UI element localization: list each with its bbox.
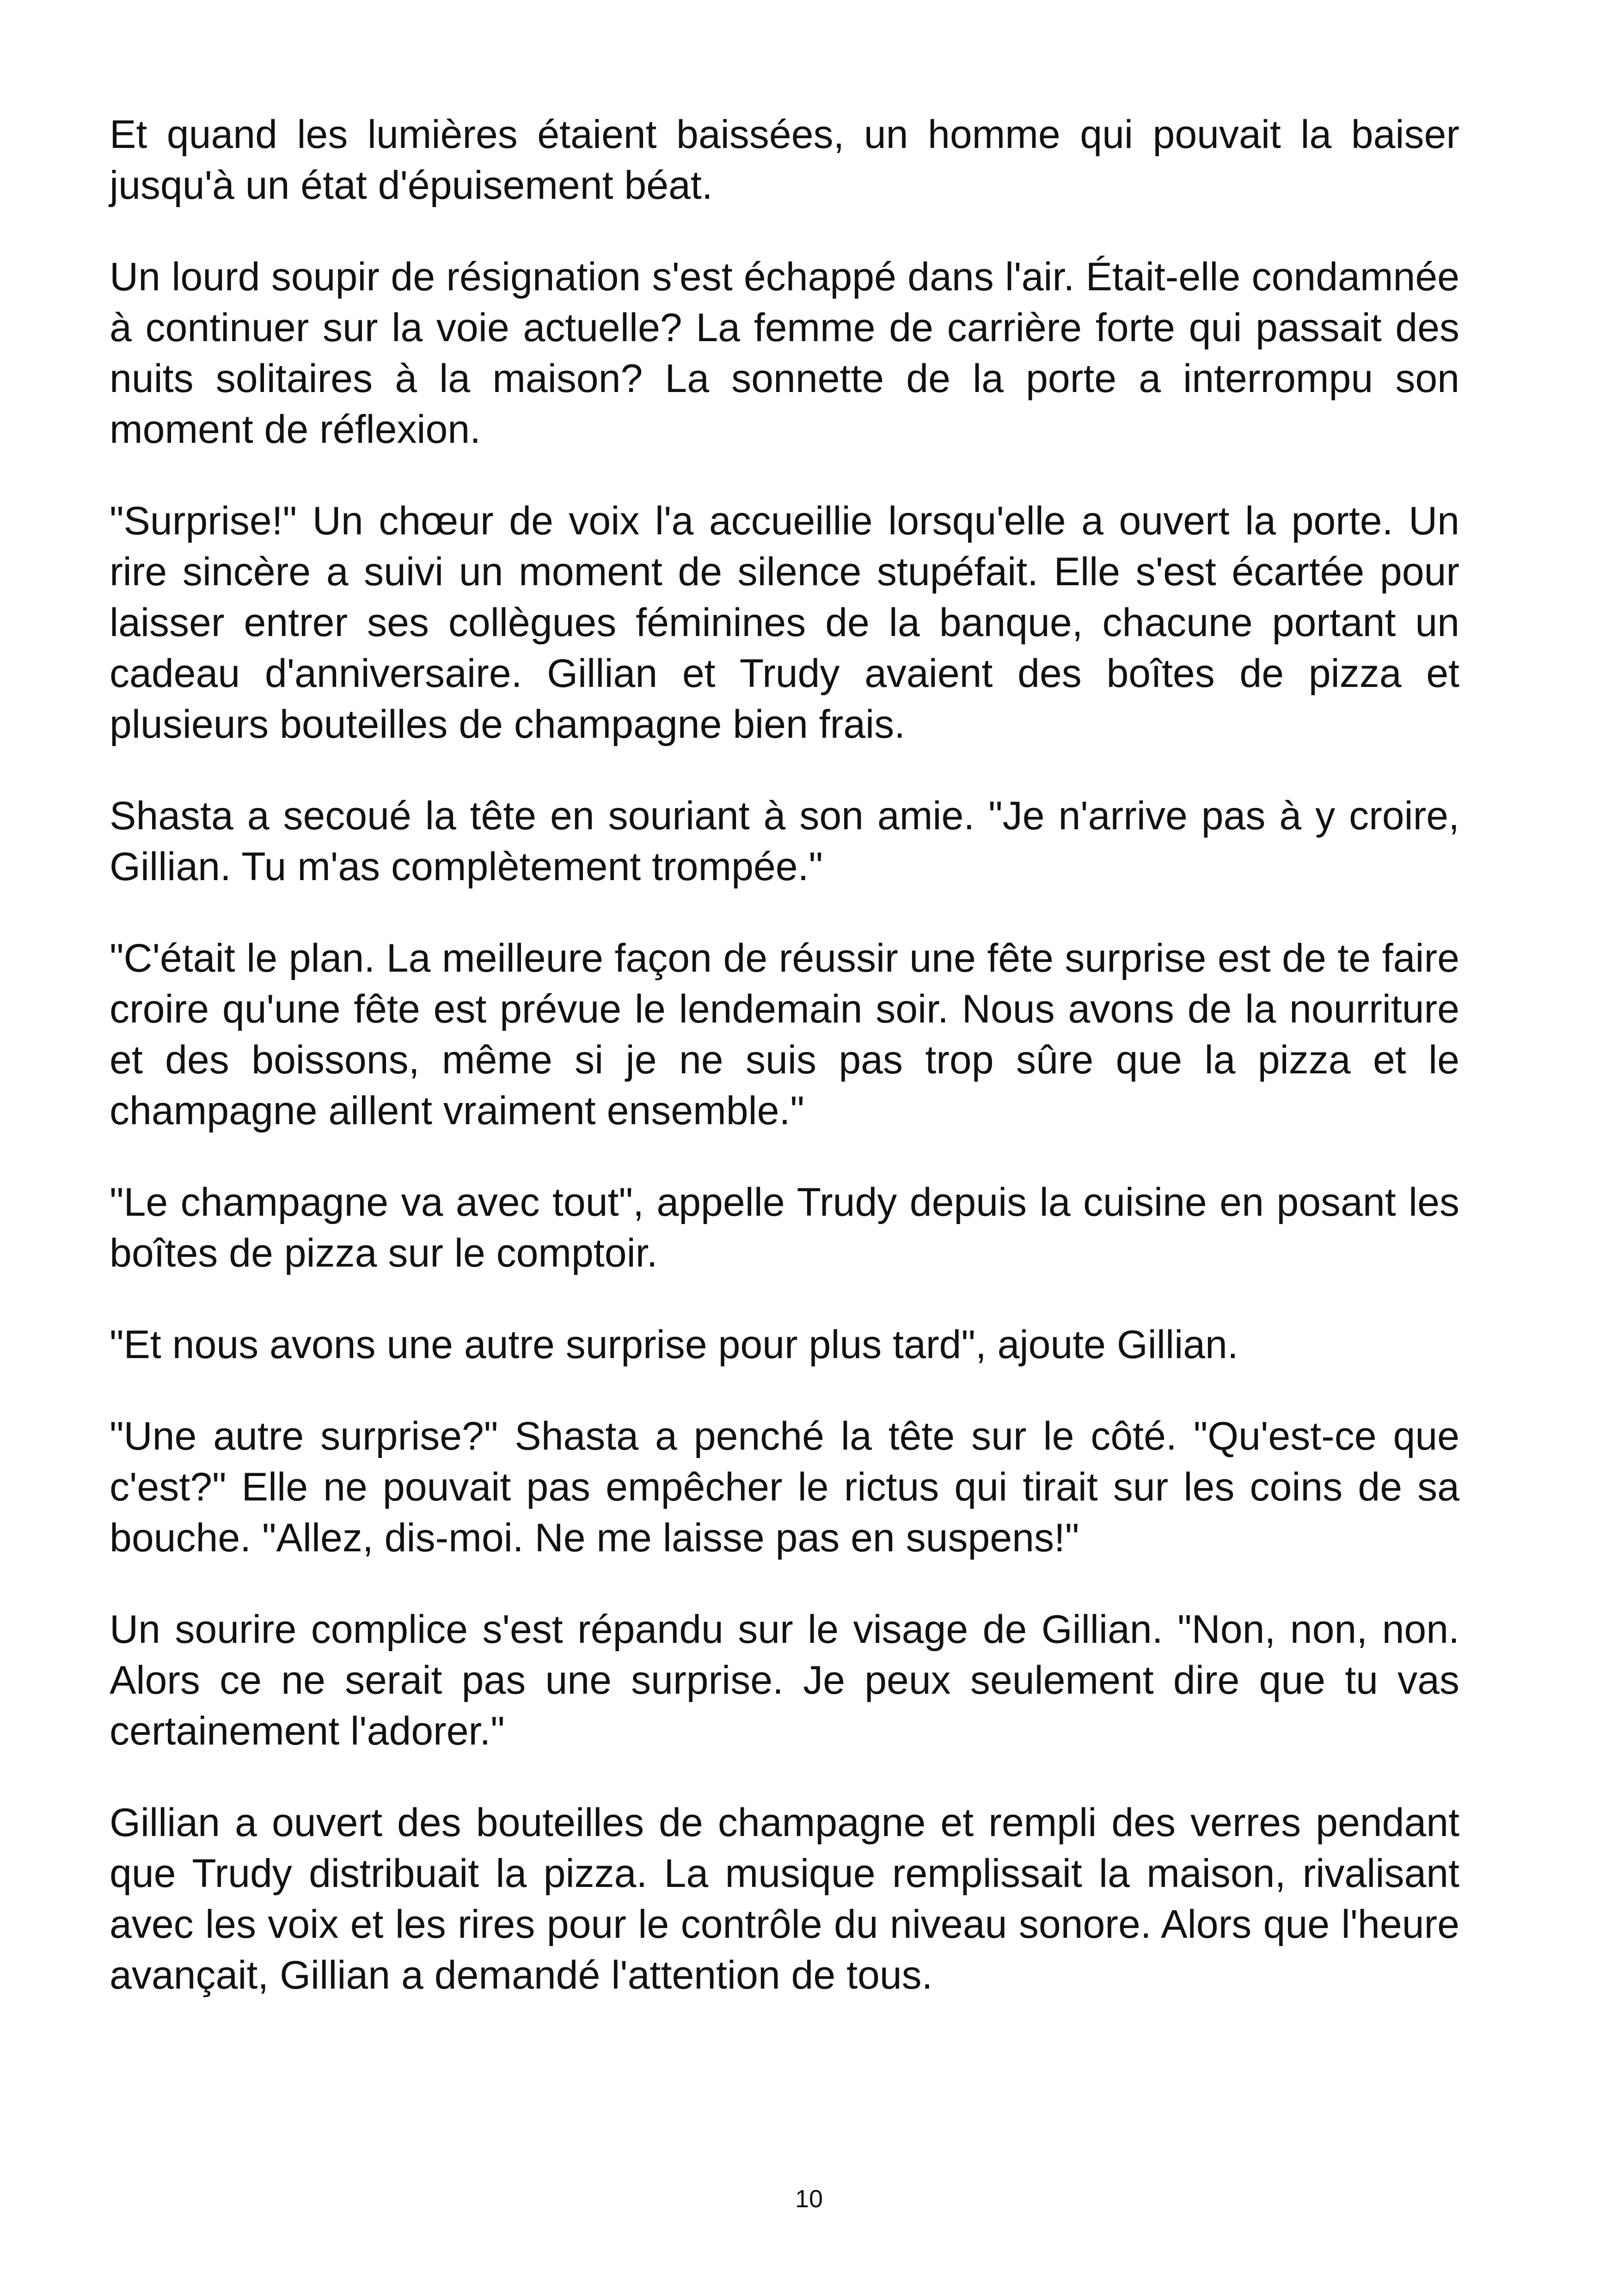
paragraph: "C'était le plan. La meilleure façon de réussir une fête surprise est de te faire croire qu'une fête est prévue le lendemain soir. Nous avons de la nourriture et des boissons, même si je ne suis pas trop sûre que la pizza et le champagne aillent vraiment ensemble.": [110, 936, 1459, 1133]
paragraph: "Le champagne va avec tout", appelle Trudy depuis la cuisine en posant les boîtes de pizza sur le comptoir.: [110, 1180, 1459, 1275]
paragraph: "Surprise!" Un chœur de voix l'a accueillie lorsqu'elle a ouvert la porte. Un rire sincère a suivi un moment de silence stupéfait. Elle s'est écartée pour laisser entrer ses collègues féminines de la banque, chacune portant un cadeau d'anniversaire. Gillian et Trudy avaient des boîtes de pizza et plusieurs bouteilles de champagne bien frais.: [110, 499, 1459, 747]
page-number: 10: [795, 2185, 823, 2213]
paragraph: Un lourd soupir de résignation s'est échappé dans l'air. Était-elle condamnée à continuer sur la voie actuelle? La femme de carrière forte qui passait des nuits solitaires à la maison? La sonnette de la porte a interrompu son moment de réflexion.: [110, 255, 1459, 452]
paragraph: Shasta a secoué la tête en souriant à son amie. "Je n'arrive pas à y croire, Gillian. Tu m'as complètement trompée.": [110, 794, 1459, 889]
paragraph: Un sourire complice s'est répandu sur le visage de Gillian. "Non, non, non. Alors ce ne serait pas une surprise. Je peux seulement dire que tu vas certainement l'adorer.": [110, 1607, 1459, 1753]
body-text: [110, 109, 1459, 2041]
paragraph: Gillian a ouvert des bouteilles de champagne et rempli des verres pendant que Trudy distribuait la pizza. La musique remplissait la maison, rivalisant avec les voix et les rires pour le contrôle du niveau sonore. Alors que l'heure avançait, Gillian a demandé l'attention de tous.: [110, 1800, 1459, 1997]
paragraph: "Et nous avons une autre surprise pour plus tard", ajoute Gillian.: [110, 1322, 1238, 1367]
paragraph: Et quand les lumières étaient baissées, un homme qui pouvait la baiser jusqu'à un état d'épuisement béat.: [110, 112, 1459, 208]
paragraph: "Une autre surprise?" Shasta a penché la tête sur le côté. "Qu'est-ce que c'est?" Elle ne pouvait pas empêcher le rictus qui tirait sur les coins de sa bouche. "Allez, dis-moi. Ne me laisse pas en suspens!": [110, 1414, 1459, 1560]
